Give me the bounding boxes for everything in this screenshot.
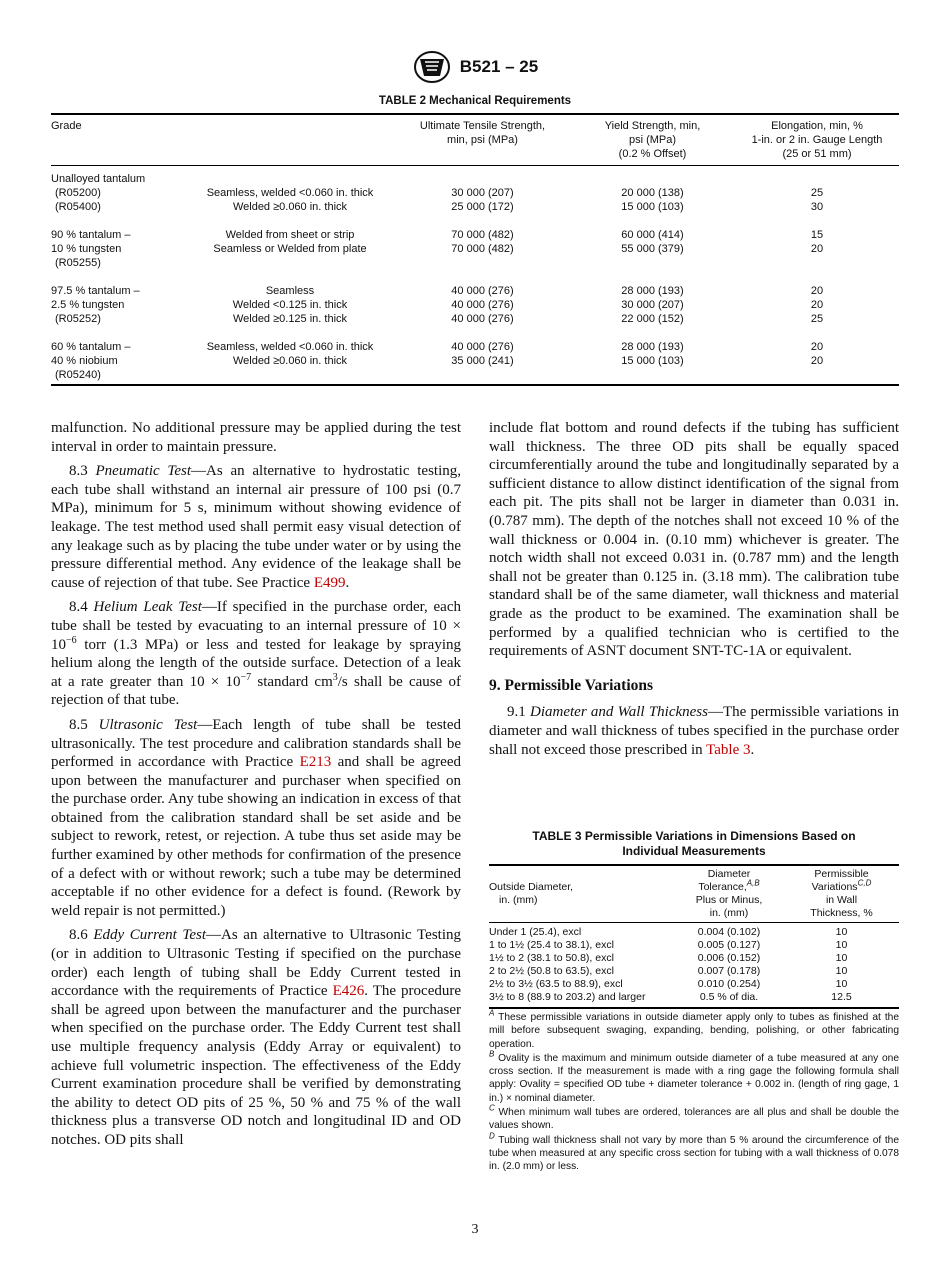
- clause-title: Diameter and Wall Thickness: [530, 704, 708, 721]
- cell-form: Seamless: [265, 285, 315, 297]
- clause-text: and shall be agreed upon between the manufacturer and purchaser when specified on the purchase order. Any tube showing an indication in excess of that obtained from the calibration standard shall be set aside and be subject to rework, retest, or rejection. A tube thus set aside may be further examined by other methods for confirmation of the presence of a defect with or without rework; such a tube may be determined acceptable if no other evidence for a defect is found. (Rework by weld repair is not permitted.): [51, 754, 461, 919]
- header-form: [185, 114, 395, 166]
- header-ys-line1: Yield Strength, min,: [604, 120, 701, 132]
- cell-od: Under 1 (25.4), excl: [489, 926, 582, 938]
- cell-od: 3½ to 8 (88.9 to 203.2) and larger: [489, 991, 674, 1008]
- superscript: 3: [332, 671, 338, 683]
- cell-grade: (R05252): [55, 313, 101, 325]
- cell-ys: 28 000 (193): [621, 285, 684, 297]
- table-row: [489, 952, 899, 965]
- clause-text: —As an alternative to Ultrasonic Testing (or in addition to Ultrasonic Testing if specified on the purchase order) each length of tubing shall be Eddy Current tested in accordance with the requirements of Practice: [51, 927, 462, 1000]
- cell-form: Seamless or Welded from plate: [213, 243, 367, 255]
- table-row: [51, 298, 899, 312]
- cell-el: [735, 256, 899, 270]
- cell-dt: 0.006 (0.152): [697, 952, 761, 964]
- footnote-d: [489, 1131, 899, 1174]
- header-uts-line2: min, psi (MPa): [447, 134, 518, 146]
- cell-grade: Unalloyed tantalum: [51, 173, 146, 185]
- cell-form: Welded ≥0.060 in. thick: [232, 355, 348, 367]
- link-e499[interactable]: E499: [313, 574, 346, 591]
- table-row: [489, 965, 899, 978]
- paragraph-8-3: [51, 462, 461, 592]
- table-row: [51, 200, 899, 214]
- header-diameter-tolerance: [674, 865, 784, 923]
- cell-grade: 10 % tungsten: [51, 243, 122, 255]
- cell-el: 20: [810, 299, 824, 311]
- header-el-line2: 1-in. or 2 in. Gauge Length: [751, 134, 883, 146]
- clause-number: 8.3: [69, 463, 96, 480]
- right-column: [489, 419, 899, 765]
- header-permissible-variations: [784, 865, 899, 923]
- cell-grade: (R05240): [51, 368, 185, 385]
- clause-end: .: [750, 741, 755, 758]
- footnote-ref: A,B: [746, 878, 760, 888]
- footnote-mark: A: [489, 1008, 495, 1018]
- header-el-line1: Elongation, min, %: [771, 120, 863, 132]
- cell-pv: 10: [835, 939, 848, 951]
- permissible-variations-table: [489, 864, 899, 1009]
- table-row: [489, 978, 899, 991]
- header-dt-line1: Diameter: [707, 868, 751, 880]
- clause-text: —The permissible variations in diameter and wall thickness of tubes specified in the purchase order shall not exceed those prescribed in: [489, 704, 900, 758]
- link-table-3[interactable]: Table 3: [706, 741, 751, 758]
- cell-el: [735, 172, 899, 186]
- table-row: [51, 256, 899, 270]
- header-dt-line4: in. (mm): [709, 907, 749, 919]
- clause-number: 9.1: [507, 704, 530, 721]
- cell-form: Seamless, welded <0.060 in. thick: [206, 341, 374, 353]
- clause-text: standard cm: [251, 673, 333, 690]
- cell-grade: (R05200): [55, 187, 101, 199]
- cell-form: Welded <0.125 in. thick: [232, 299, 348, 311]
- table-header-row: [489, 865, 899, 923]
- clause-text: . The procedure shall be agreed upon between the manufacturer and the purchaser when specified on the purchase order. The Eddy Current test shall use multiple frequency analysis (Eddy Array or equivalent) to achieve full volumetric inspection. The effectiveness of the Eddy Current examination procedure shall be verified by demonstrating the ability to detect OD pits of 25 %, 50 % and 75 % of the wall thickness plus a transverse OD notch and longitudinal ID and OD notches. OD pits shall: [51, 983, 462, 1148]
- cell-uts: [395, 172, 570, 186]
- paragraph-8-4: [51, 598, 461, 710]
- footnote-mark: D: [489, 1131, 495, 1141]
- header-dt-line3: Plus or Minus,: [695, 894, 763, 906]
- table3-caption-line2: Individual Measurements: [622, 844, 766, 858]
- cell-form: Welded from sheet or strip: [225, 229, 355, 241]
- cell-el: [735, 368, 899, 385]
- cell-od: 2½ to 3½ (63.5 to 88.9), excl: [489, 978, 623, 990]
- cell-el: 20: [810, 243, 824, 255]
- table-row: [51, 312, 899, 326]
- cell-uts: 40 000 (276): [451, 285, 514, 297]
- superscript: −6: [66, 634, 77, 646]
- cell-el: 25: [810, 187, 824, 199]
- clause-number: 8.5: [69, 716, 99, 733]
- cell-od: 1½ to 2 (38.1 to 50.8), excl: [489, 952, 614, 964]
- header-uts: [395, 114, 570, 166]
- header-pv-text: Variations: [811, 881, 858, 893]
- link-e213[interactable]: E213: [299, 754, 332, 771]
- table-row: [51, 228, 899, 242]
- link-e426[interactable]: E426: [332, 983, 365, 1000]
- table-header-row: [51, 114, 899, 166]
- clause-text: —If specified in the purchase order, each tube shall be tested by evacuating to an internal pressure of 10 × 10: [51, 599, 462, 653]
- header-outside-diameter: [489, 865, 674, 923]
- cell-grade: (R05255): [55, 257, 101, 269]
- cell-grade: 90 % tantalum –: [51, 229, 131, 241]
- header-pv-line2: [784, 878, 899, 894]
- cell-el: 20: [810, 355, 824, 367]
- paragraph-8-5: [51, 716, 461, 921]
- cell-ys: 28 000 (193): [621, 341, 684, 353]
- table3-caption: [489, 829, 899, 859]
- cell-grade: 60 % tantalum –: [51, 341, 131, 353]
- header-ys-line2: psi (MPa): [628, 134, 677, 146]
- cell-dt: 0.010 (0.254): [697, 978, 761, 990]
- page-number: 3: [471, 1222, 479, 1237]
- table-row: [489, 939, 899, 952]
- cell-uts: 40 000 (276): [451, 299, 514, 311]
- clause-text: —As an alternative to hydrostatic testing, each tube shall withstand an internal air pressure of 100 psi (0.7 MPa), minimum for 5 s, minimum without showing evidence of leakage. The test method used shall permit easy visual detection of any leakage such as by placing the tube under water or by using the pressure differential method. Any evidence of the leakage shall be cause of rejection of that tube. See Practice: [51, 463, 461, 591]
- cell-form: Welded ≥0.060 in. thick: [232, 201, 348, 213]
- footnote-b: [489, 1049, 899, 1105]
- cell-el: 20: [810, 341, 824, 353]
- cell-ys: 55 000 (379): [621, 243, 684, 255]
- header-ys: [570, 114, 735, 166]
- mechanical-requirements-table: [51, 113, 899, 386]
- cell-ys: 30 000 (207): [621, 299, 684, 311]
- cell-uts: 25 000 (172): [451, 201, 514, 213]
- footnote-mark: C: [489, 1103, 495, 1113]
- cell-el: 20: [810, 285, 824, 297]
- cell-grade: 97.5 % tantalum –: [51, 285, 140, 297]
- header-grade: Grade: [51, 114, 185, 166]
- table2-caption: TABLE 2 Mechanical Requirements: [378, 95, 572, 107]
- cell-ys: 15 000 (103): [621, 355, 684, 367]
- cell-pv: 10: [835, 926, 848, 938]
- clause-number: 8.6: [69, 927, 94, 944]
- header-dt-text: Tolerance,: [698, 881, 747, 893]
- table-row: [51, 172, 899, 186]
- header-uts-line1: Ultimate Tensile Strength,: [419, 120, 546, 132]
- cell-ys: [570, 256, 735, 270]
- header-pv-line1: Permissible: [814, 868, 869, 880]
- cell-dt: 0.5 % of dia.: [674, 991, 784, 1008]
- footnote-text: These permissible variations in outside diameter apply only to tubes as finished at the mill before subsequent swaging, expanding, bending, polishing, or other fabricating operation.: [489, 1012, 899, 1050]
- table-row: [51, 340, 899, 354]
- superscript: −7: [240, 671, 252, 683]
- cell-grade: (R05400): [55, 201, 101, 213]
- cell-ys: 20 000 (138): [621, 187, 684, 199]
- cell-od: 1 to 1½ (25.4 to 38.1), excl: [489, 939, 614, 951]
- left-column: [51, 419, 461, 1156]
- cell-uts: 70 000 (482): [451, 229, 514, 241]
- cell-uts: [395, 256, 570, 270]
- cell-grade: 40 % niobium: [51, 355, 118, 367]
- clause-title: Eddy Current Test: [93, 927, 206, 944]
- footnote-c: [489, 1103, 899, 1133]
- cell-form: [185, 368, 395, 385]
- astm-logo-icon: [412, 50, 452, 84]
- cell-ys: [570, 172, 735, 186]
- header-el-line3: (25 or 51 mm): [782, 148, 852, 160]
- cell-ys: 60 000 (414): [621, 229, 684, 241]
- table-row: [51, 186, 899, 200]
- header-elongation: [735, 114, 899, 166]
- header-od-line1: Outside Diameter,: [489, 881, 574, 893]
- document-code: B521 – 25: [459, 57, 539, 76]
- table-row: [51, 242, 899, 256]
- paragraph-continued: include flat bottom and round defects if the tubing has sufficient wall thickness. The three OD pits shall be equally spaced circumferentially around the tube and longitudinally separated by a sufficient distance to allow distinct identification of the signal from each pit. The pits shall not be larger in diameter than 0.031 in. (0.787 mm). The depth of the notches shall not exceed 10 % of the wall thickness or 0.004 in. (0.10 mm) whichever is greater. The notch width shall not exceed 0.031 in. (0.787 mm) and the length shall not be greater than 0.125 in. (3.18 mm). The calibration tube standard shall be of the same diameter, wall thickness and material grade as the product to be examined. The examination shall be performed by a qualified technician who is certified to the requirements of ASNT document SNT-TC-1A or equivalent.: [489, 420, 899, 660]
- clause-text: —Each length of tube shall be tested ultrasonically. The test procedure and calibration standards shall be performed in accordance with Practice: [51, 716, 462, 771]
- table3-footnotes: [489, 1008, 899, 1175]
- header-dt-line2: [674, 878, 784, 894]
- footnote-text: Tubing wall thickness shall not vary by more than 5 % around the circumference of the tube when measured at any specific cross section for tubing with a wall thickness of 0.078 in. (2.0 mm) or less.: [489, 1134, 899, 1173]
- footnote-a: [489, 1008, 899, 1051]
- clause-text: /s shall be cause of rejection of that tube.: [51, 673, 461, 709]
- clause-text: torr (1.3 MPa) or less and tested for leakage by spraying helium along the length of the outside surface. Detection of a leak at a rate greater than 10 × 10: [51, 636, 461, 690]
- header-pv-line3: in Wall: [825, 894, 858, 906]
- cell-dt: 0.004 (0.102): [697, 926, 761, 938]
- table-row: [489, 991, 899, 1008]
- section-title: 9. Permissible Variations: [489, 676, 654, 694]
- cell-dt: 0.005 (0.127): [697, 939, 761, 951]
- cell-pv: 12.5: [784, 991, 899, 1008]
- cell-ys: 15 000 (103): [621, 201, 684, 213]
- cell-form: [185, 172, 395, 186]
- cell-uts: 40 000 (276): [451, 341, 514, 353]
- page-header: [0, 50, 950, 84]
- footnote-text: Ovality is the maximum and minimum outside diameter of a tube measured at any one cross section. If the measurement is made with a ring gage the following formula shall apply: Ovality = specified OD tube + diameter tolerance + 0.002 in. (length of ring gage, 1 in.) × nominal diameter.: [489, 1052, 899, 1104]
- footnote-mark: B: [489, 1049, 495, 1059]
- cell-pv: 10: [835, 952, 848, 964]
- cell-dt: 0.007 (0.178): [697, 965, 761, 977]
- footnote-ref: C,D: [857, 878, 872, 888]
- paragraph-continued: malfunction. No additional pressure may be applied during the test interval in order to maintain pressure.: [51, 420, 461, 455]
- footnote-text: When minimum wall tubes are ordered, tolerances are all plus and shall be double the values shown.: [489, 1107, 899, 1132]
- cell-pv: 10: [835, 978, 848, 990]
- cell-uts: [395, 368, 570, 385]
- cell-el: 15: [810, 229, 824, 241]
- cell-el: 30: [810, 201, 824, 213]
- paragraph-9-1: [489, 703, 899, 759]
- clause-title: Helium Leak Test: [93, 599, 202, 616]
- header-pv-line4: Thickness, %: [810, 907, 873, 919]
- header-ys-line3: (0.2 % Offset): [618, 148, 687, 160]
- clause-title: Pneumatic Test: [95, 463, 192, 480]
- clause-end: .: [345, 574, 350, 591]
- clause-title: Ultrasonic Test: [98, 716, 198, 733]
- cell-uts: 35 000 (241): [451, 355, 514, 367]
- paragraph-8-6: [51, 926, 461, 1149]
- cell-ys: [570, 368, 735, 385]
- cell-uts: 30 000 (207): [451, 187, 514, 199]
- table-row: [51, 284, 899, 298]
- header-od-line2: in. (mm): [499, 894, 538, 906]
- cell-form: Welded ≥0.125 in. thick: [232, 313, 348, 325]
- cell-form: [185, 256, 395, 270]
- table-row: [489, 923, 899, 940]
- cell-od: 2 to 2½ (50.8 to 63.5), excl: [489, 965, 614, 977]
- table-row: [51, 354, 899, 368]
- cell-uts: 70 000 (482): [451, 243, 514, 255]
- table3-caption-line1: TABLE 3 Permissible Variations in Dimensions Based on: [532, 829, 856, 843]
- cell-ys: 22 000 (152): [621, 313, 684, 325]
- cell-el: 25: [810, 313, 824, 325]
- table-row: [51, 368, 899, 385]
- cell-pv: 10: [835, 965, 848, 977]
- cell-form: Seamless, welded <0.060 in. thick: [206, 187, 374, 199]
- cell-uts: 40 000 (276): [451, 313, 514, 325]
- cell-grade: 2.5 % tungsten: [51, 299, 125, 311]
- clause-number: 8.4: [69, 599, 94, 616]
